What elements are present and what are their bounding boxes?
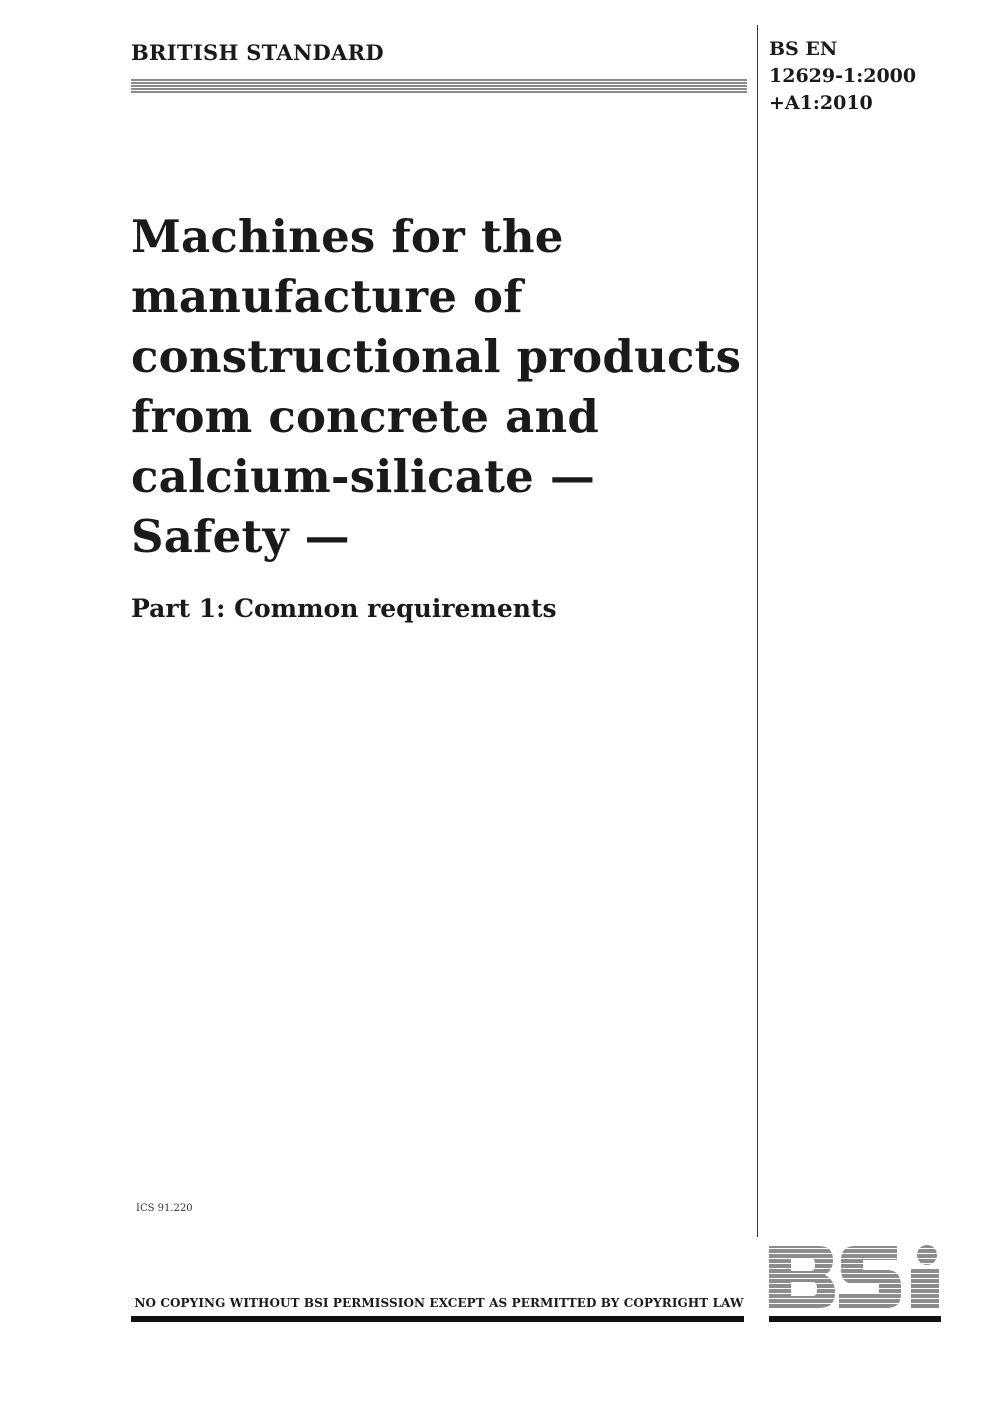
footer-rule: [131, 1316, 744, 1322]
standard-number-line: BS EN: [769, 38, 838, 60]
standard-number-line: 12629-1:2000: [769, 65, 917, 87]
title-line: from concrete and: [131, 390, 600, 443]
title-line: Safety —: [131, 510, 350, 563]
document-title: [131, 207, 751, 567]
document-type-label: BRITISH STANDARD: [131, 40, 384, 65]
copyright-notice: NO COPYING WITHOUT BSI PERMISSION EXCEPT AS PERMITTED BY COPYRIGHT LAW: [134, 1296, 744, 1310]
header-rule: [131, 79, 747, 94]
part-title: Part 1: Common requirements: [131, 594, 557, 623]
title-line: Machines for the: [131, 210, 564, 263]
vertical-divider: [757, 25, 758, 1237]
bsi-logo: [767, 1244, 941, 1311]
footer-rule-logo: [769, 1316, 941, 1322]
standard-number: [769, 36, 916, 117]
standard-number-line: +A1:2010: [769, 92, 873, 114]
title-line: constructional products: [131, 330, 742, 383]
title-line: calcium-silicate —: [131, 450, 596, 503]
ics-code: ICS 91.220: [136, 1203, 193, 1214]
title-line: manufacture of: [131, 270, 523, 323]
